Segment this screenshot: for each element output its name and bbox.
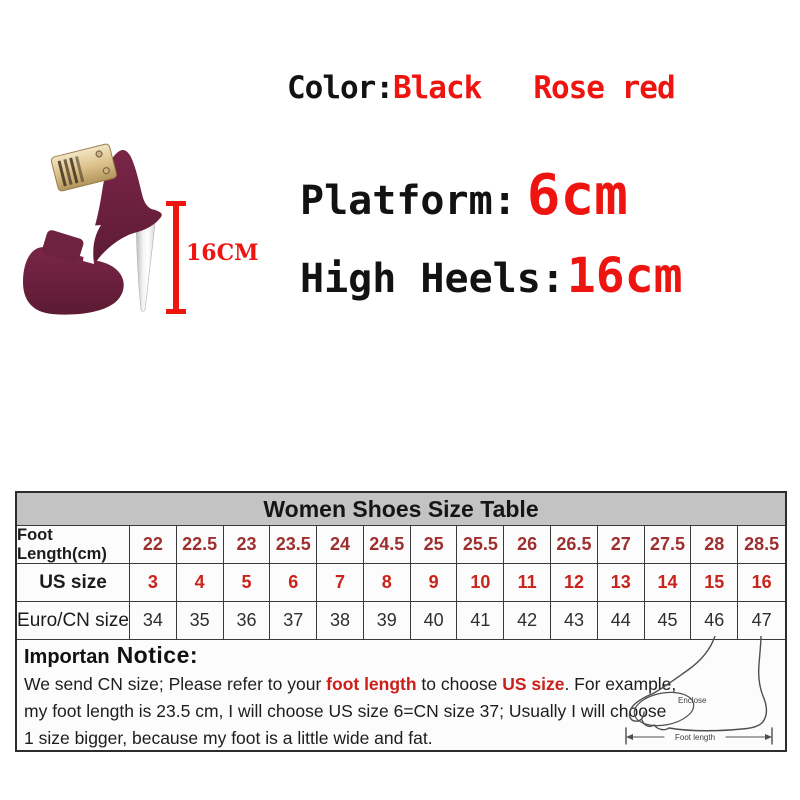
size-cell: 23	[224, 526, 271, 564]
heel-measure-label: 16CM	[186, 240, 259, 266]
size-cell: 16	[738, 564, 785, 602]
notice-text: We send CN size; Please refer to your	[24, 674, 327, 694]
arrow-left	[626, 734, 633, 740]
size-cell: 12	[551, 564, 598, 602]
size-table-grid	[17, 526, 785, 640]
notice-section	[17, 640, 785, 750]
size-cell: 35	[177, 602, 224, 640]
size-cell: 27.5	[645, 526, 692, 564]
size-row-label: Euro/CN size	[17, 602, 130, 640]
color-line	[287, 70, 675, 106]
size-cell: 14	[645, 564, 692, 602]
size-cell: 39	[364, 602, 411, 640]
size-cell: 47	[738, 602, 785, 640]
foot-outline-heel	[669, 636, 766, 731]
size-cell: 40	[411, 602, 458, 640]
notice-text: my foot length is 23.5 cm, I will choose US size 6=CN size 37; Usually I will choose	[24, 701, 667, 721]
size-cell: 3	[130, 564, 177, 602]
size-cell: 43	[551, 602, 598, 640]
notice-text: . For example,	[564, 674, 677, 694]
size-cell: 22.5	[177, 526, 224, 564]
size-cell: 24	[317, 526, 364, 564]
size-cell: 8	[364, 564, 411, 602]
platform-label: Platform:	[300, 178, 517, 224]
size-cell: 46	[691, 602, 738, 640]
size-cell: 5	[224, 564, 271, 602]
notice-highlight: foot length	[326, 674, 417, 694]
size-cell: 11	[504, 564, 551, 602]
enclose-label: Enclose	[678, 696, 707, 705]
size-cell: 25	[411, 526, 458, 564]
enclose-ellipse	[632, 688, 697, 730]
foot-diagram	[622, 636, 780, 748]
notice-heading-part1: Importan	[24, 646, 110, 668]
arrow-right	[765, 734, 772, 740]
size-cell: 4	[177, 564, 224, 602]
size-table-title: Women Shoes Size Table	[17, 493, 785, 526]
size-cell: 23.5	[270, 526, 317, 564]
high-heels-value: 16cm	[566, 248, 683, 304]
size-cell: 24.5	[364, 526, 411, 564]
platform-line	[300, 163, 628, 228]
heel-height-measure	[166, 201, 186, 314]
size-cell: 42	[504, 602, 551, 640]
size-cell: 9	[411, 564, 458, 602]
size-cell: 26.5	[551, 526, 598, 564]
foot-outline	[629, 636, 715, 721]
size-cell: 34	[130, 602, 177, 640]
size-cell: 28	[691, 526, 738, 564]
size-row-label: US size	[17, 564, 130, 602]
notice-heading-part2: Notice:	[116, 642, 199, 668]
size-cell: 44	[598, 602, 645, 640]
size-cell: 22	[130, 526, 177, 564]
size-cell: 41	[457, 602, 504, 640]
size-cell: 36	[224, 602, 271, 640]
size-cell: 25.5	[457, 526, 504, 564]
size-cell: 28.5	[738, 526, 785, 564]
size-cell: 27	[598, 526, 645, 564]
size-cell: 38	[317, 602, 364, 640]
notice-text: to choose	[416, 674, 503, 694]
size-cell: 6	[270, 564, 317, 602]
size-row-label: Foot Length(cm)	[17, 526, 130, 564]
notice-text: 1 size bigger, because my foot is a little wide and fat.	[24, 728, 433, 748]
color-option-rose-red: Rose red	[533, 70, 675, 106]
size-cell: 10	[457, 564, 504, 602]
size-cell: 45	[645, 602, 692, 640]
high-heels-label: High Heels:	[300, 256, 565, 302]
size-cell: 26	[504, 526, 551, 564]
size-table	[15, 491, 787, 752]
notice-highlight: US size	[502, 674, 565, 694]
shoe-image	[20, 130, 250, 330]
high-heels-line	[300, 248, 683, 304]
foot-length-label: Foot length	[674, 733, 716, 742]
color-label: Color:	[287, 70, 393, 106]
size-cell: 15	[691, 564, 738, 602]
size-cell: 7	[317, 564, 364, 602]
platform-value: 6cm	[526, 163, 628, 228]
size-cell: 37	[270, 602, 317, 640]
size-cell: 13	[598, 564, 645, 602]
color-option-black: Black	[392, 70, 482, 106]
